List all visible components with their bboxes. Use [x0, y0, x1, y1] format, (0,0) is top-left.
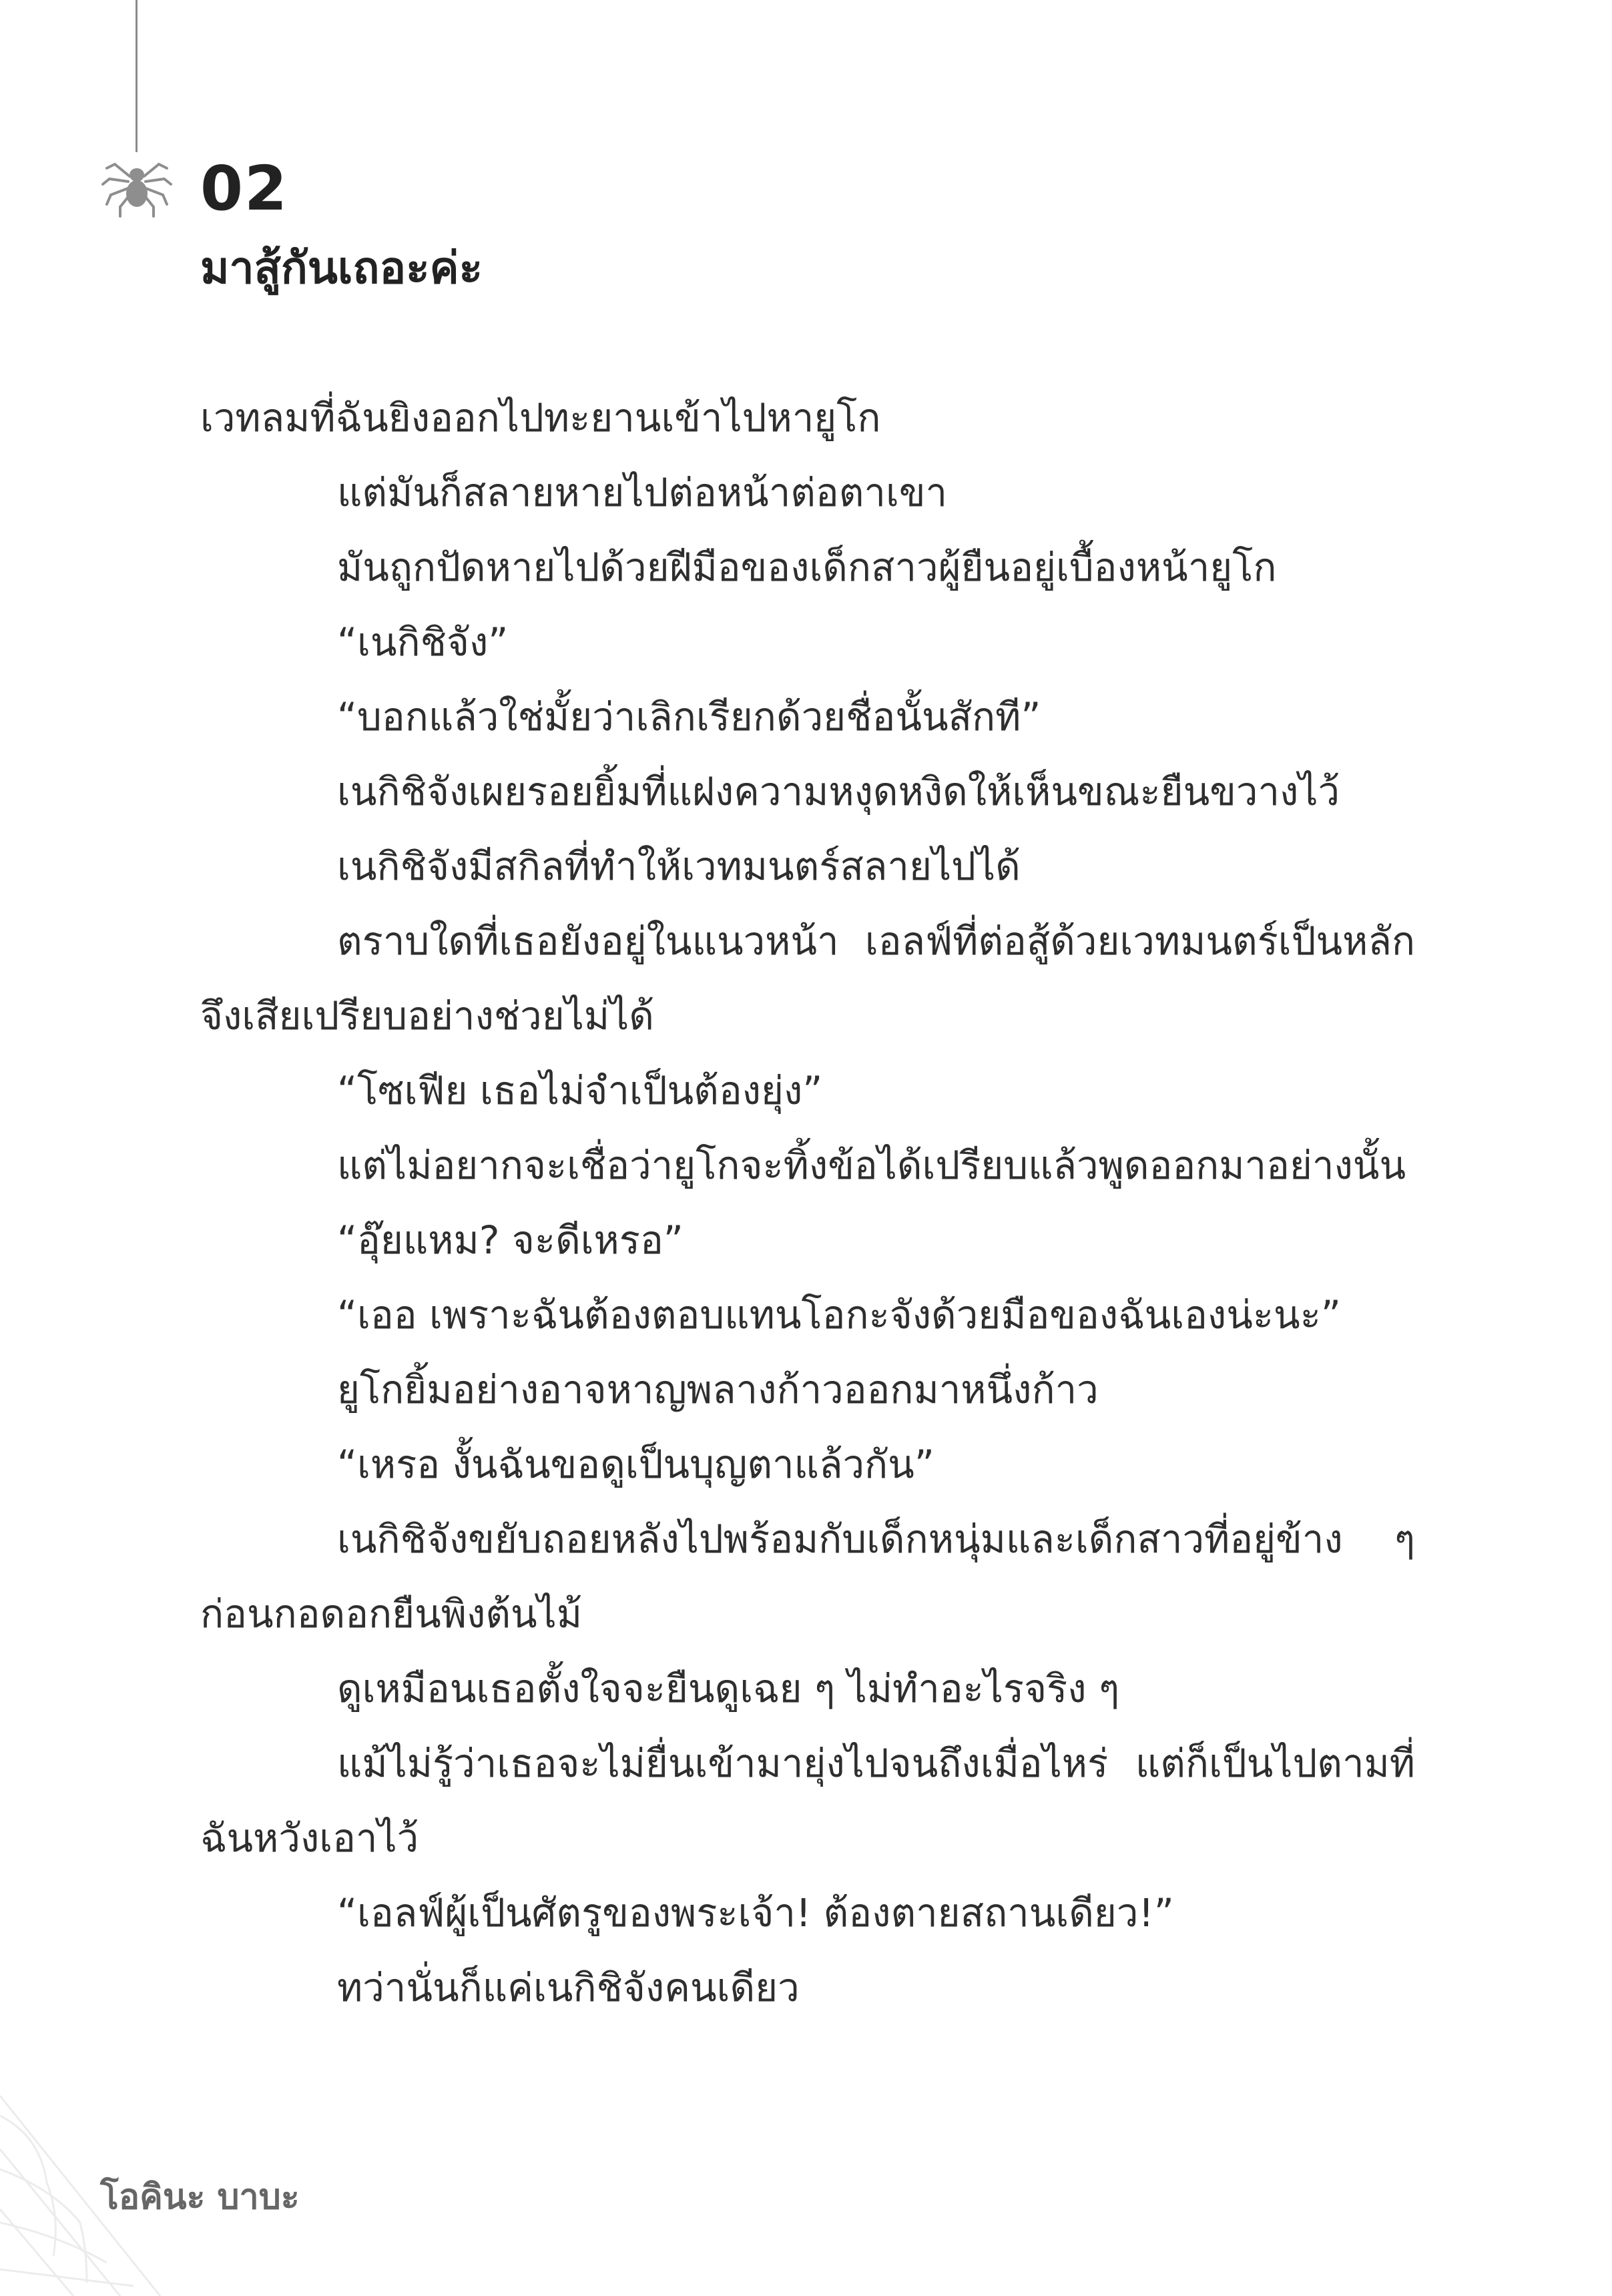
paragraph: “โซเฟีย เธอไม่จำเป็นต้องยุ่ง”: [337, 1068, 823, 1113]
paragraph: แต่ไม่อยากจะเชื่อว่ายูโกจะทิ้งข้อได้เปรียบแล้วพูดออกมาอย่างนั้น: [337, 1143, 1406, 1188]
chapter-number: 02: [200, 153, 289, 224]
paragraph: แต่มันก็สลายหายไปต่อหน้าต่อตาเขา: [337, 470, 948, 515]
spider-thread: [136, 0, 138, 152]
paragraph: “อุ๊ยแหม? จะดีเหรอ”: [337, 1217, 684, 1263]
paragraph: ดูเหมือนเธอตั้งใจจะยืนดูเฉย ๆ ไม่ทำอะไรจริง ๆ: [337, 1666, 1120, 1711]
paragraph: “เอลฟ์ผู้เป็นศัตรูของพระเจ้า! ต้องตายสถานเดียว!”: [337, 1890, 1174, 1936]
paragraph: มันถูกปัดหายไปด้วยฝีมือของเด็กสาวผู้ยืนอยู่เบื้องหน้ายูโก: [337, 545, 1277, 590]
chapter-title: มาสู้กันเถอะค่ะ: [200, 242, 483, 294]
paragraph: ยูโกยิ้มอย่างอาจหาญพลางก้าวออกมาหนึ่งก้าว: [337, 1367, 1099, 1412]
paragraph: แม้ไม่รู้ว่าเธอจะไม่ยื่นเข้ามายุ่งไปจนถึงเมื่อไหร่ แต่ก็เป็นไปตามที่ฉันหวังเอาไว้: [200, 1741, 1415, 1861]
paragraph: “เหรอ งั้นฉันขอดูเป็นบุญตาแล้วกัน”: [337, 1442, 934, 1487]
paragraph: เนกิชิจังขยับถอยหลังไปพร้อมกับเด็กหนุ่มและเด็กสาวที่อยู่ข้าง ๆ ก่อนกอดอกยืนพิงต้นไม้: [200, 1516, 1415, 1637]
footer-author: โอคินะ บาบะ: [100, 2177, 300, 2217]
paragraph: “เออ เพราะฉันต้องตอบแทนโอกะจังด้วยมือของฉันเองน่ะนะ”: [337, 1292, 1341, 1338]
spider-icon: [100, 141, 174, 222]
paragraph: เวทลมที่ฉันยิงออกไปทะยานเข้าไปหายูโก: [200, 395, 881, 441]
paragraph: เนกิชิจังมีสกิลที่ทำให้เวทมนตร์สลายไปได้: [337, 844, 1021, 889]
paragraph: “เนกิชิจัง”: [337, 619, 509, 665]
paragraph: เนกิชิจังเผยรอยยิ้มที่แฝงความหงุดหงิดให้เห็นขณะยืนขวางไว้: [337, 769, 1340, 814]
paragraph: ทว่านั่นก็แค่เนกิชิจังคนเดียว: [337, 1965, 800, 2010]
body-text: [200, 380, 1415, 2025]
paragraph: ตราบใดที่เธอยังอยู่ในแนวหน้า เอลฟ์ที่ต่อสู้ด้วยเวทมนตร์เป็นหลักจึงเสียเปรียบอย่างช่วยไม่ได้: [200, 918, 1415, 1039]
paragraph: “บอกแล้วใช่มั้ยว่าเลิกเรียกด้วยชื่อนั้นสักที”: [337, 694, 1041, 740]
